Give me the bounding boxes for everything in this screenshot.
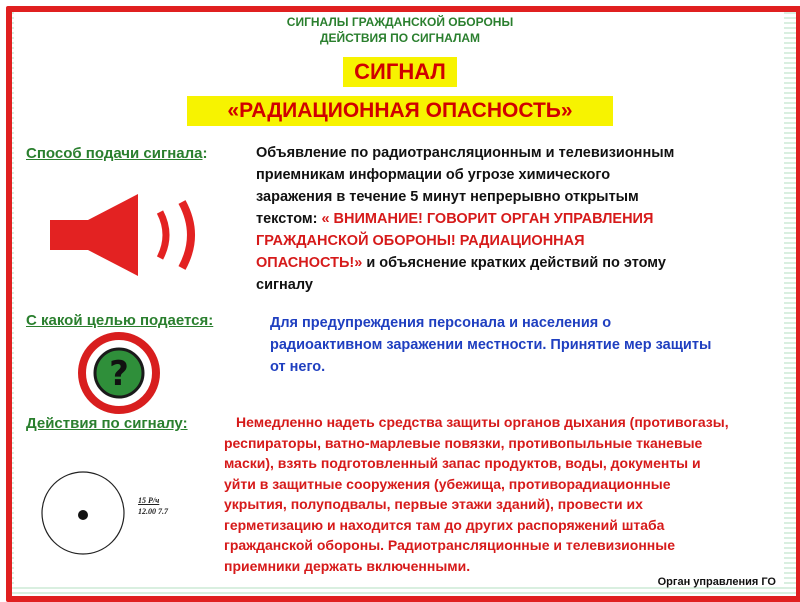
question-sign-icon xyxy=(78,332,160,414)
action-line: маски), взять подготовленный запас продуктов, воды, документы и xyxy=(224,455,701,471)
radiation-note xyxy=(138,495,168,517)
action-line: респираторы, ватно-марлевые повязки, противопыльные тканевые xyxy=(224,434,703,451)
signal-name: «РАДИАЦИОННАЯ ОПАСНОСТЬ» xyxy=(187,96,613,126)
action-line: укрытия, полуподвалы, первые этажи зданий), провести их xyxy=(224,496,643,512)
alert-text: ОПАСНОСТЬ!» xyxy=(256,255,363,271)
action-line: Немедленно надеть средства защиты органов дыхания (противогазы, xyxy=(236,414,729,430)
purpose-line: Для предупреждения персонала и населения о xyxy=(270,315,612,331)
header-subtitle: ДЕЙСТВИЯ ПО СИГНАЛАМ xyxy=(319,31,481,45)
alert-text: ГРАЖДАНСКОЙ ОБОРОНЫ! РАДИАЦИОННАЯ xyxy=(256,233,585,249)
signal-label: СИГНАЛ xyxy=(343,57,457,87)
action-line: герметизацию и находится там до других распоряжений штаба xyxy=(224,516,665,533)
purpose-line: от него. xyxy=(270,359,326,375)
section-method-text xyxy=(256,142,674,296)
action-line: гражданской обороны. Радиотрансляционные и телевизионные xyxy=(224,537,675,553)
method-line: сигналу xyxy=(256,277,313,293)
footer-authority: Орган управления ГО xyxy=(657,576,776,588)
method-line: заражения в течение 5 минут непрерывно открытым xyxy=(256,189,639,205)
header-title: СИГНАЛЫ ГРАЖДАНСКОЙ ОБОРОНЫ xyxy=(286,15,514,29)
method-line: Объявление по радиотрансляционным и телевизионным xyxy=(256,145,675,161)
section-purpose-label: С какой целью подается: xyxy=(26,312,214,329)
section-actions-label: Действия по сигналу: xyxy=(26,415,188,432)
speaker-icon xyxy=(48,190,208,280)
radiation-zone-map-icon xyxy=(40,470,126,556)
radiation-time: 12.00 7.7 xyxy=(138,507,168,516)
method-line: текстом: « ВНИМАНИЕ! ГОВОРИТ ОРГАН УПРАВЛЕНИЯ xyxy=(256,211,654,227)
question-glyph: ? xyxy=(109,354,129,394)
alert-text: « ВНИМАНИЕ! ГОВОРИТ ОРГАН УПРАВЛЕНИЯ xyxy=(321,211,654,227)
section-method-label: Способ подачи сигнала: xyxy=(26,145,208,162)
method-line: ОПАСНОСТЬ!» и объяснение кратких действий по этому xyxy=(256,255,666,271)
radiation-level: 15 Р/ч xyxy=(138,496,160,505)
method-line: приемникам информации об угрозе химического xyxy=(256,167,611,183)
section-purpose-text xyxy=(270,312,711,378)
section-actions-text xyxy=(224,412,729,576)
purpose-line: радиоактивном заражении местности. Принятие мер защиты xyxy=(270,337,712,353)
action-line: приемники держать включенными. xyxy=(224,557,471,574)
action-line: уйти в защитные сооружения (убежища, противорадиационные xyxy=(224,475,671,492)
